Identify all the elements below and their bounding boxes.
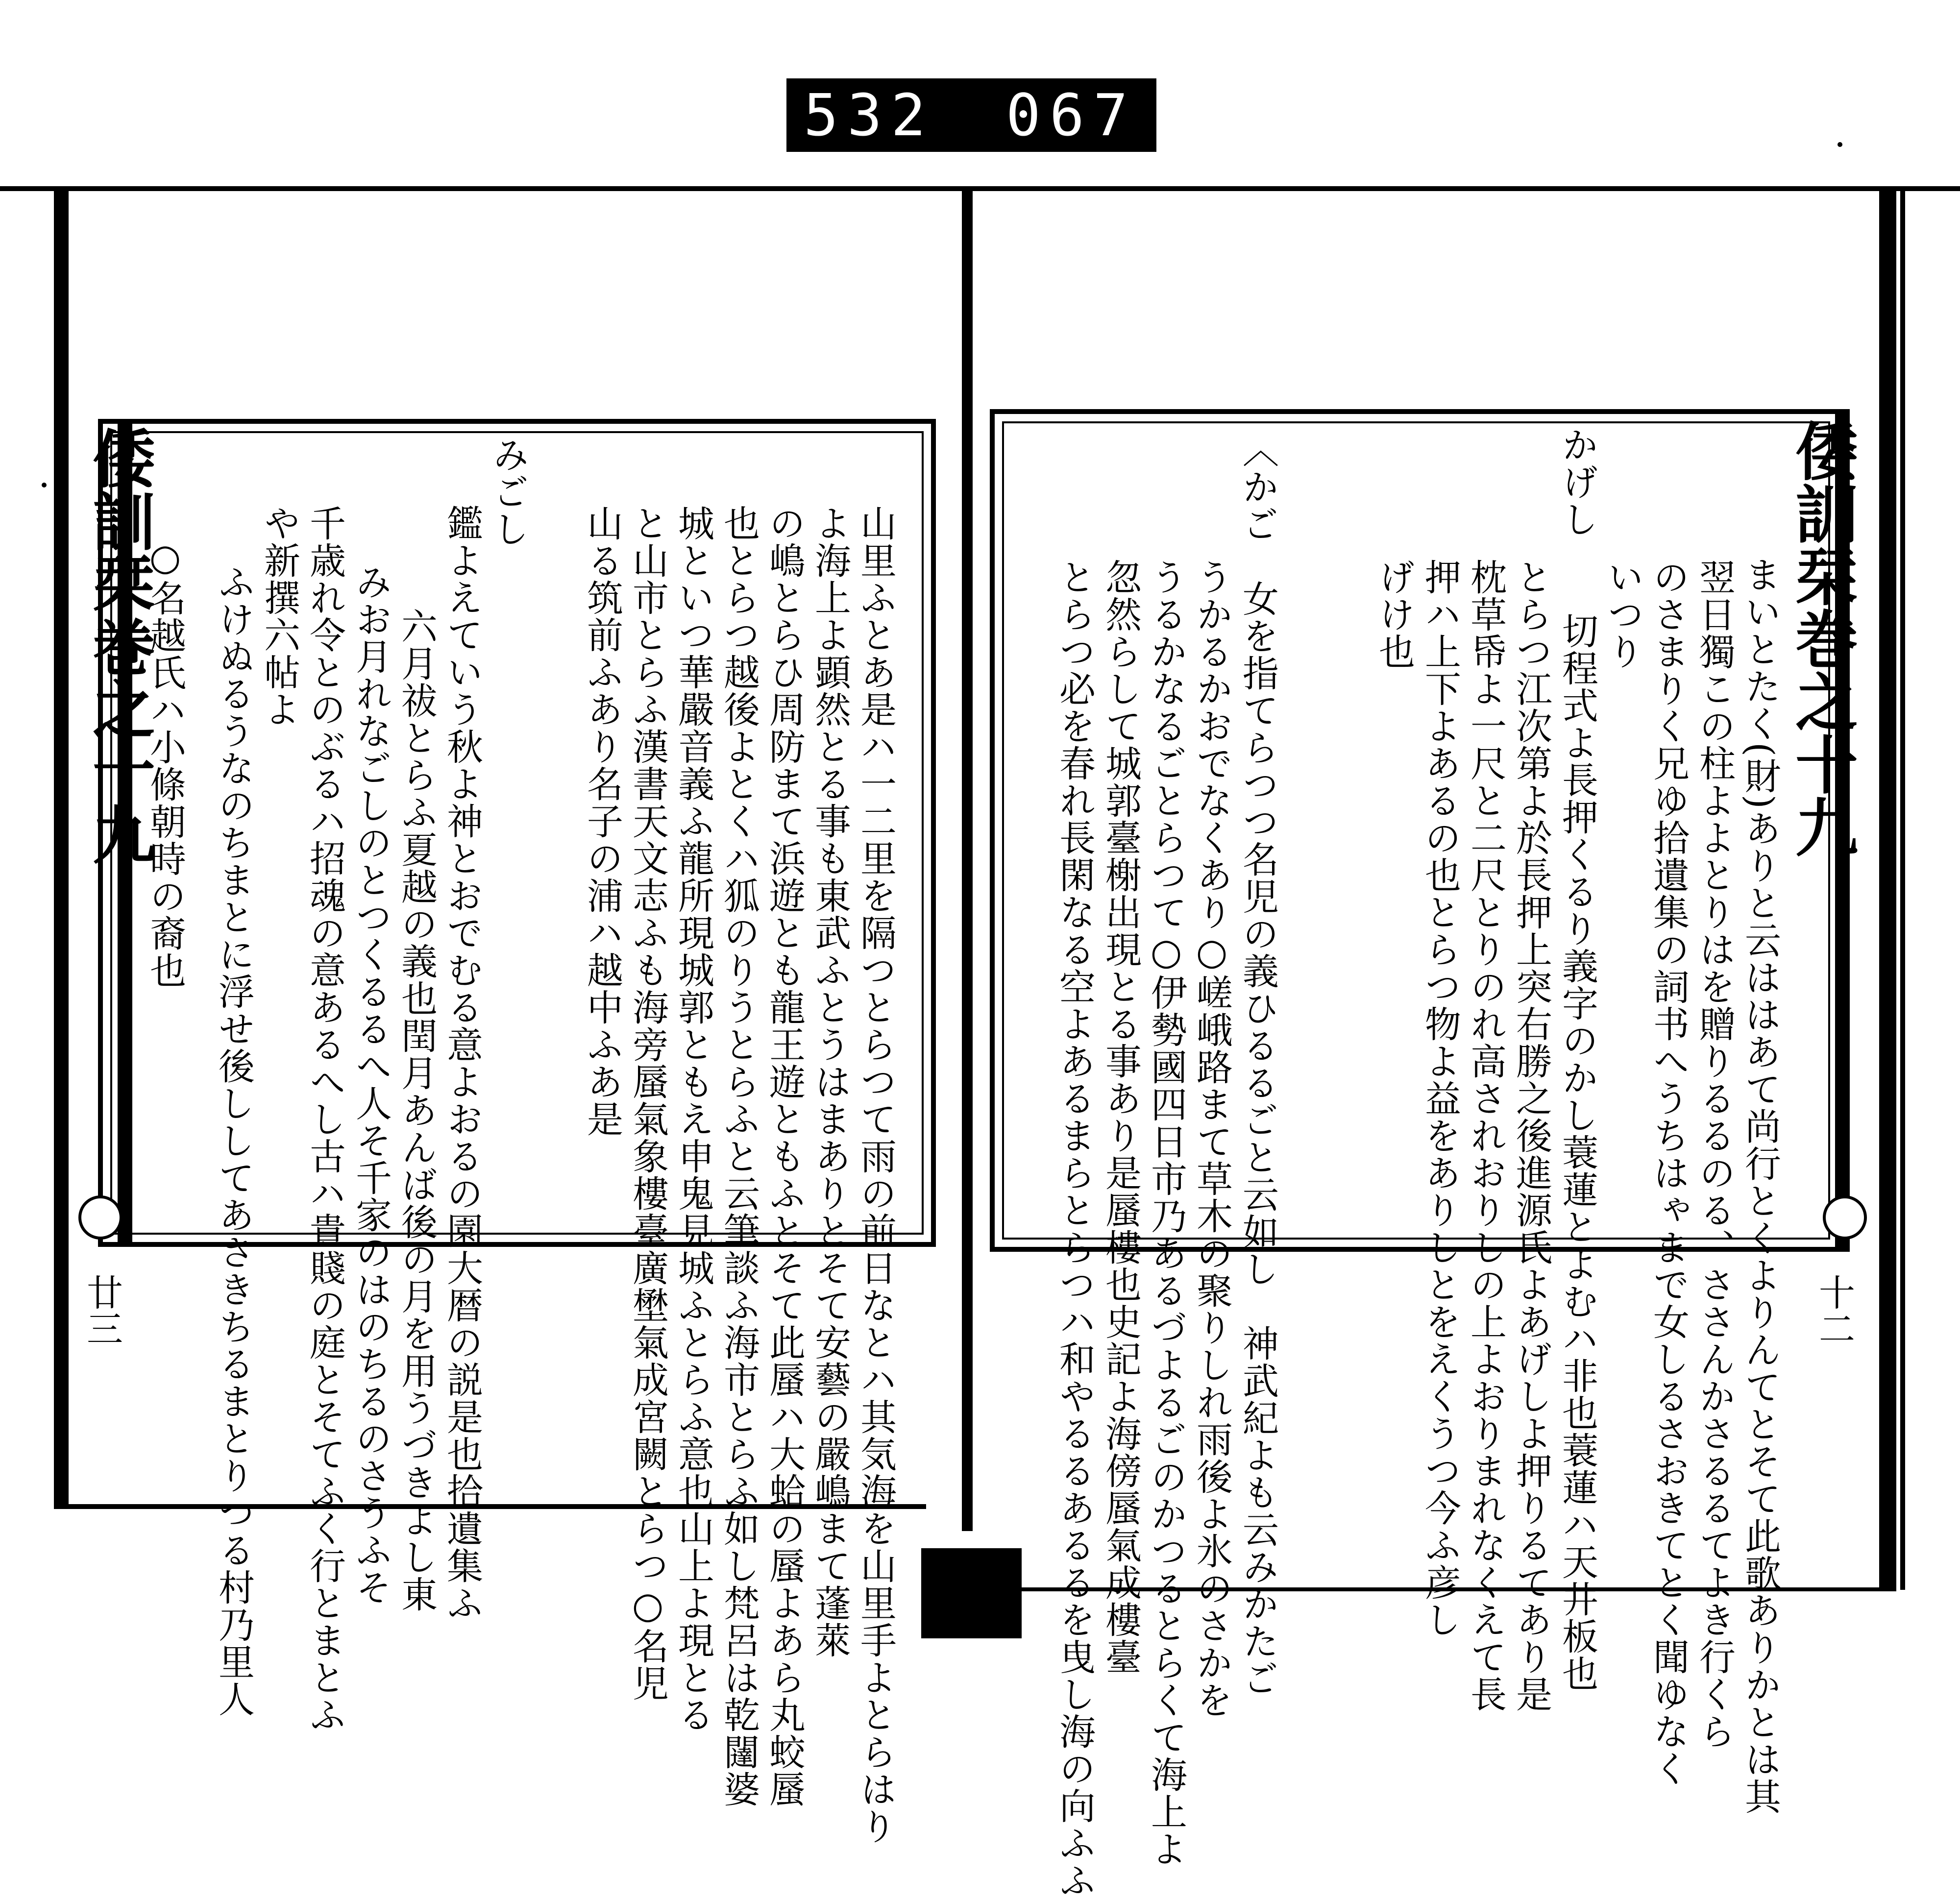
right-page-edge-inner [1900, 189, 1905, 1590]
text-column: まいとたく(財)ありと云ははあて尚行とくよりんてとそて此歌ありかとは其 [1739, 556, 1781, 1815]
book-spine [962, 189, 973, 1531]
text-column: とらつ必を春れ長閑なる空よあるまらとらつハ和やるるあるるを曳し海の向ふふ [1054, 559, 1096, 1899]
text-column: のさまりく兄ゆ拾遺集の詞书へうちはゃまで女しるさおきてとく聞ゆなく [1647, 559, 1690, 1787]
text-column: 〈かご 女を指てらつつ名児の義ひるるごと云如し 神武紀よも云みかたご [1237, 431, 1279, 1697]
right-page-header: 倭訓栞巻之十九 [1785, 419, 1858, 858]
top-rule [0, 186, 1960, 191]
left-page-header: 倭訓栞巻之十九 [82, 426, 155, 865]
frame-number-left: 532 [804, 81, 935, 149]
left-page-notch [78, 1195, 122, 1240]
scan-speck [42, 483, 47, 487]
text-column: 也とらつ越後よとくハ狐のりうとらふと云筆談ふ海市とらふ如し梵呂は乾闥婆 [718, 505, 760, 1808]
frame-number-label [786, 78, 1156, 152]
text-column: 翌日獨この柱よよとりはを贈りるるのる、ささんかさるるてよき行くら [1693, 559, 1736, 1750]
frame-number-right: 067 [1005, 81, 1137, 149]
right-page-notch [1823, 1195, 1867, 1240]
text-column: 押ハ上下よあるの也とらつ物よ益をありしとをえくうつ今ふ彦し [1419, 559, 1461, 1638]
spine-tab [921, 1548, 1022, 1638]
text-column: 山里ふとあ是ハ一二里を隔つとらつて雨の前日なとハ其気海を山里手よとらはり [855, 505, 897, 1845]
text-column: かげし 切程式よ長押くるり義字のかし蓑蓮とよむハ非也蓑蓮ハ天井板也 [1556, 426, 1598, 1692]
text-column: ふけぬるうなのちまとに浮せ後ししてあさきちるまとりつる村乃里人 [213, 563, 255, 1718]
text-column: 鑑よえていう秋よ神とおでむる意よおるの園大暦の説是也拾遺集ふ [441, 505, 483, 1622]
text-column: よ海上よ顕然とる事も東武ふとうはまありとそて安藝の嚴嶋まて蓬萊 [809, 505, 851, 1659]
text-column: 山る筑前ふあり名子の浦ハ越中ふあ是 [581, 505, 623, 1138]
text-column: みごし [487, 436, 529, 548]
text-column: とらつ江次第よ於長押上突右勝之後進源氏よあげしよ押りるてあり是 [1510, 559, 1552, 1713]
text-column: うかるかおでなくあり○嵯峨路まて草木の聚りしれ雨後よ氷のさかを [1191, 559, 1233, 1719]
scan-speck [1838, 142, 1842, 147]
text-column: と山市とらふ漢書天文志ふも海旁蜃氣象樓臺廣壄氣成宮闕とらつ○名児 [627, 505, 669, 1702]
text-column: 千歳れ令とのぶるハ招魂の意あるへし古ハ貴賤の庭とそてふく行とまとふ [304, 505, 346, 1733]
text-column: 枕草帋よ一尺と二尺とりのれ高されおりしの上よおりまれなくえて長 [1465, 559, 1507, 1713]
right-page-folio: 十二 [1813, 1274, 1855, 1346]
text-column: や新撰六帖よ [258, 505, 300, 728]
text-column: 六月祓とらふ夏越の義也閏月あんば後の月を用うづきよし東 [395, 608, 438, 1613]
left-page-folio: 廿三 [81, 1274, 123, 1346]
text-column: 忽然らして城郭臺榭出現とる事あり是蜃樓也史記よ海傍蜃氣成樓臺 [1100, 559, 1142, 1676]
text-column: みお月れなごしのとつくるるへ人そ千家のはのちるのさうふそ [350, 563, 392, 1606]
right-page-edge [1879, 189, 1896, 1590]
text-column: うるかなるごとらつて○伊勢國四日市乃あるづよるごのかつるとらくて海上よ [1145, 559, 1187, 1868]
left-page-edge [54, 189, 69, 1507]
text-column: げけ也 [1373, 559, 1415, 670]
text-column: の嶋とらひ周防まて浜遊とも龍王遊ともふとそて此蜃ハ大蛤の蜃よあら丸蛟蜃 [763, 505, 806, 1808]
text-column: いつり [1602, 559, 1644, 670]
text-column: ○名越氏ハ小條朝時の裔也 [144, 536, 186, 989]
text-column: 城といつ華嚴音義ふ龍所現城郭ともえ申鬼見城ふとらふ意也山上よ現とる [672, 505, 714, 1733]
